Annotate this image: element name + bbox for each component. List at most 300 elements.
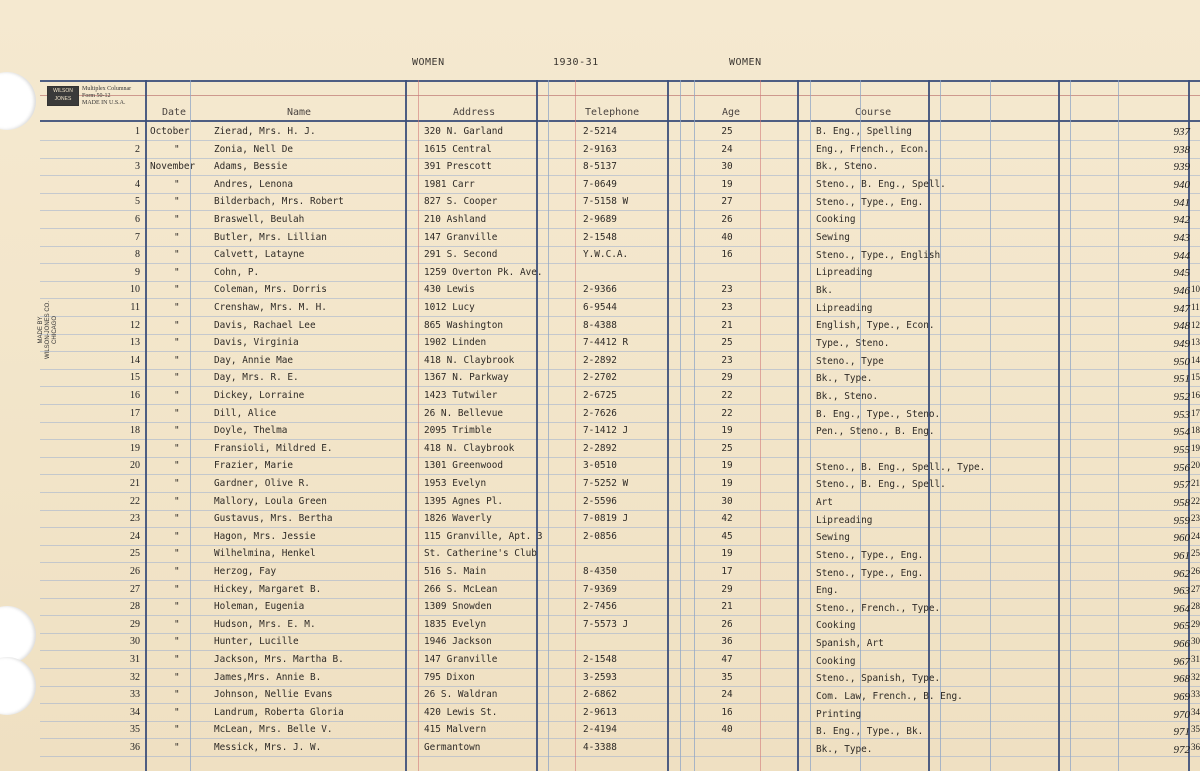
row-date-ditto: " [174,495,180,507]
column-header-telephone: Telephone [585,107,640,118]
row-date-ditto: " [174,671,180,683]
row-address: 415 Malvern [424,724,487,736]
row-course: Steno., B. Eng., Spell. [816,479,946,491]
row-course: Cooking [816,214,856,226]
table-row [0,284,1200,302]
row-margin-number: 12 [1191,319,1200,330]
row-margin-number: 16 [1191,390,1200,400]
row-name: Calvett, Latayne [214,249,305,261]
row-date-ditto: " [174,742,180,753]
row-ref-number: 966 [1173,638,1190,651]
row-margin-number: 11 [1191,302,1200,312]
row-address: 1012 Lucy [424,302,475,313]
row-telephone: 2-2892 [583,442,617,454]
row-margin-number: 22 [1191,495,1200,506]
row-address: St. Catherine's Club [424,548,537,560]
table-row [0,161,1200,179]
row-address: 115 Granville, Apt. 3 [424,530,543,542]
maker-line: WILSON-JONES CO. [45,301,51,360]
brand-logo [47,86,79,106]
row-name: Hunter, Lucille [214,636,299,648]
row-name: Braswell, Beulah [214,214,305,225]
row-ref-number: 964 [1173,602,1190,615]
table-row [0,566,1200,584]
row-ref-number: 970 [1173,708,1190,721]
row-address: 210 Ashland [424,214,487,225]
row-telephone: 2-1548 [583,231,617,243]
column-header-date: Date [162,107,187,118]
row-name: Cohn, P. [214,266,260,278]
row-date-ditto: " [174,214,180,225]
table-row [0,372,1200,390]
row-course: Steno., Type., Eng. [816,567,924,579]
row-number: 22 [130,495,140,507]
row-ref-number: 962 [1173,567,1190,580]
row-course: B. Eng., Type., Bk. [816,726,924,738]
row-name: Hickey, Margaret B. [214,583,322,595]
row-name: Doyle, Thelma [214,425,288,437]
row-course: Eng. [816,585,839,597]
row-number: 6 [135,214,140,225]
row-name: Coleman, Mrs. Dorris [214,284,327,296]
top-rule [40,80,1200,82]
row-number: 10 [130,284,140,296]
row-age: 23 [721,302,733,313]
row-number: 32 [130,671,140,683]
row-ref-number: 953 [1173,408,1190,421]
row-address: 795 Dixon [424,671,475,683]
row-course: Steno., B. Eng., Spell., Type. [816,461,986,473]
row-name: James,Mrs. Annie B. [214,671,322,683]
row-age: 17 [721,566,733,577]
header-left: WOMEN [412,57,445,68]
row-age: 36 [721,636,733,648]
row-number: 2 [135,143,140,155]
row-age: 19 [721,478,733,489]
row-address: 2095 Trimble [424,425,492,437]
row-address: 266 S. McLean [424,583,498,595]
row-telephone: 2-9366 [583,284,617,296]
table-row [0,214,1200,232]
row-number: 12 [130,319,140,331]
row-age: 29 [721,583,733,595]
maker-line: CHICAGO [52,316,58,345]
table-row [0,337,1200,355]
row-margin-number: 24 [1191,530,1200,541]
row-ref-number: 947 [1173,302,1190,315]
row-address: 320 N. Garland [424,126,504,137]
table-row [0,689,1200,707]
row-ref-number: 969 [1173,691,1190,704]
row-ref-number: 971 [1173,726,1190,739]
row-date-ditto: " [174,654,180,665]
row-age: 24 [721,143,733,155]
row-address: 1835 Evelyn [424,618,487,630]
row-course: Type., Steno. [816,337,890,349]
table-row [0,513,1200,531]
row-ref-number: 968 [1173,673,1190,686]
table-row [0,619,1200,637]
row-number: 25 [130,548,140,560]
row-course: Steno., Spanish, Type. [816,673,941,685]
row-date-ditto: " [174,337,180,349]
row-margin-number: 29 [1191,618,1200,629]
row-number: 26 [130,566,140,577]
row-margin-number: 15 [1191,372,1200,383]
table-row [0,126,1200,144]
row-margin-number: 18 [1191,425,1200,436]
table-row [0,355,1200,373]
row-course: Cooking [816,655,856,667]
row-name: Hudson, Mrs. E. M. [214,618,316,630]
row-number: 28 [130,601,140,613]
row-ref-number: 938 [1173,143,1190,156]
row-telephone: 7-5573 J [583,618,629,630]
row-margin-number: 13 [1191,337,1200,348]
row-name: Dickey, Lorraine [214,390,305,401]
table-row [0,144,1200,162]
table-row [0,548,1200,566]
row-name: Andres, Lenona [214,178,294,190]
row-address: 1981 Carr [424,178,475,190]
row-telephone: 2-0856 [583,530,617,542]
row-telephone: 2-2702 [583,372,617,384]
row-ref-number: 958 [1173,496,1190,509]
row-telephone: 8-4350 [583,566,617,577]
row-address: 26 S. Waldran [424,689,498,701]
row-telephone: 2-7626 [583,407,617,419]
row-name: Zonia, Nell De [214,143,294,155]
table-row [0,249,1200,267]
row-age: 24 [721,689,733,701]
row-telephone: 3-0510 [583,460,617,472]
row-telephone: 7-4412 R [583,337,629,349]
row-ref-number: 949 [1173,337,1190,350]
row-age: 42 [721,513,733,525]
row-date-ditto: " [174,196,180,208]
row-margin-number: 25 [1191,548,1200,559]
row-ref-number: 952 [1173,390,1190,403]
row-name: Landrum, Roberta Gloria [214,706,344,718]
row-margin-number: 19 [1191,442,1200,453]
table-row [0,460,1200,478]
row-number: 36 [130,742,140,753]
row-address: 26 N. Bellevue [424,407,504,419]
row-name: Butler, Mrs. Lillian [214,231,327,243]
row-course: Bk., Steno. [816,161,879,173]
row-course: Pen., Steno., B. Eng. [816,426,935,438]
row-telephone: Y.W.C.A. [583,249,629,261]
form-line: MADE IN U.S.A. [82,100,126,106]
row-margin-number: 35 [1191,724,1200,735]
column-header-rule [40,120,1200,122]
row-number: 27 [130,583,140,595]
row-age: 30 [721,495,733,507]
row-name: Jackson, Mrs. Martha B. [214,654,344,665]
form-info [82,86,131,107]
row-age: 19 [721,425,733,437]
row-course: Steno., B. Eng., Spell. [816,178,946,190]
row-number: 13 [130,337,140,349]
row-number: 5 [135,196,140,208]
table-row [0,654,1200,672]
row-ref-number: 937 [1173,126,1190,138]
row-ref-number: 957 [1173,479,1190,492]
table-row [0,267,1200,285]
row-date-ditto: " [174,530,180,542]
column-header-address: Address [453,107,496,118]
row-date-ditto: " [174,548,180,560]
row-date-ditto: " [174,231,180,243]
row-course: B. Eng., Spelling [816,126,912,137]
row-date-ditto: " [174,478,180,489]
row-name: Adams, Bessie [214,161,288,173]
row-address: 1953 Evelyn [424,478,487,489]
row-date-ditto: " [174,372,180,384]
row-ref-number: 945 [1173,267,1190,280]
row-name: Gardner, Olive R. [214,478,310,489]
row-course: Bk., Type. [816,373,873,385]
row-number: 9 [135,266,140,278]
row-age: 19 [721,460,733,472]
row-number: 24 [130,530,140,542]
row-name: Frazier, Marie [214,460,294,472]
row-address: 1259 Overton Pk. Ave. [424,266,543,278]
row-course: Lipreading [816,302,873,314]
row-name: Hagon, Mrs. Jessie [214,530,316,542]
table-row [0,531,1200,549]
row-name: Fransioli, Mildred E. [214,442,333,454]
row-age: 25 [721,337,733,349]
column-header-name: Name [287,107,312,118]
row-date-ditto: " [174,601,180,613]
row-age: 35 [721,671,733,683]
row-date-ditto: " [174,178,180,190]
row-margin-number: 14 [1191,354,1200,365]
row-ref-number: 972 [1173,744,1190,757]
row-telephone: 2-5214 [583,126,617,137]
header-right: WOMEN [729,57,762,68]
header-year: 1930-31 [553,57,599,68]
row-date-ditto: " [174,513,180,525]
row-course: Lipreading [816,267,873,279]
table-row [0,742,1200,760]
row-ref-number: 948 [1173,320,1190,333]
row-date-ditto: " [174,284,180,296]
row-address: 1309 Snowden [424,601,492,613]
row-name: Davis, Rachael Lee [214,319,316,331]
row-number: 31 [130,654,140,665]
row-address: 147 Granville [424,231,498,243]
row-telephone: 4-3388 [583,742,617,753]
table-row [0,179,1200,197]
row-name: Day, Annie Mae [214,354,294,366]
row-telephone: 7-0649 [583,178,617,190]
row-course: Steno., Type., Eng. [816,196,924,208]
row-date-ditto: " [174,266,180,278]
row-number: 34 [130,706,140,718]
row-ref-number: 943 [1173,231,1190,244]
form-line: Form 50-12 [82,93,111,99]
row-name: Messick, Mrs. J. W. [214,742,322,753]
row-age: 19 [721,548,733,560]
row-name: Davis, Virginia [214,337,299,349]
row-telephone: 2-9689 [583,214,617,225]
row-address: 147 Granville [424,654,498,665]
row-course: Steno., Type., English [816,249,941,261]
row-ref-number: 961 [1173,549,1190,562]
row-date-ditto: " [174,442,180,454]
row-address: 865 Washington [424,319,504,331]
row-date-ditto: " [174,354,180,366]
row-name: Holeman, Eugenia [214,601,305,613]
form-line: Multiplex Columnar [82,86,132,92]
row-telephone: 2-9613 [583,706,617,718]
row-telephone: 2-5596 [583,495,617,507]
row-date-ditto: " [174,425,180,437]
row-telephone: 7-5158 W [583,196,629,208]
table-row [0,636,1200,654]
row-margin-number: 36 [1191,742,1200,752]
row-course: Steno., Type., Eng. [816,549,924,561]
row-margin-number: 31 [1191,654,1200,664]
row-name: Crenshaw, Mrs. M. H. [214,302,327,313]
row-ref-number: 960 [1173,532,1190,545]
row-margin-number: 33 [1191,689,1200,700]
row-age: 27 [721,196,733,208]
row-age: 16 [721,249,733,261]
table-row [0,478,1200,496]
row-address: 420 Lewis St. [424,706,498,718]
row-number: 21 [130,478,140,489]
row-number: 7 [135,231,140,243]
row-date-ditto: " [174,566,180,577]
row-number: 35 [130,724,140,736]
row-margin-number: 21 [1191,478,1200,488]
row-age: 25 [721,126,733,137]
row-name: Day, Mrs. R. E. [214,372,299,384]
table-row [0,672,1200,690]
row-address: 1902 Linden [424,337,487,349]
column-header-course: Course [855,107,892,118]
row-number: 8 [135,249,140,261]
table-row [0,390,1200,408]
row-address: 516 S. Main [424,566,487,577]
row-course: Printing [816,708,862,720]
row-date-ditto: " [174,143,180,155]
row-ref-number: 963 [1173,585,1190,598]
row-age: 29 [721,372,733,384]
row-age: 22 [721,390,733,401]
row-telephone: 7-9369 [583,583,617,595]
row-ref-number: 946 [1173,284,1190,297]
row-telephone: 3-2593 [583,671,617,683]
row-course: Com. Law, French., B. Eng. [816,691,963,703]
row-course: Steno., French., Type. [816,602,941,614]
row-address: 291 S. Second [424,249,498,261]
row-age: 19 [721,178,733,190]
row-margin-number: 20 [1191,460,1200,471]
row-course: Sewing [816,231,850,243]
row-ref-number: 967 [1173,655,1190,668]
row-name: Herzog, Fay [214,566,277,577]
row-ref-number: 939 [1173,161,1190,174]
row-name: McLean, Mrs. Belle V. [214,724,333,736]
row-address: 1301 Greenwood [424,460,504,472]
row-ref-number: 959 [1173,514,1190,527]
table-row [0,724,1200,742]
row-course: Eng., French., Econ. [816,143,929,155]
row-margin-number: 32 [1191,671,1200,682]
row-number: 30 [130,636,140,648]
row-ref-number: 942 [1173,214,1190,227]
row-date-ditto: " [174,706,180,718]
row-number: 4 [135,178,140,190]
row-course: Bk. [816,284,833,296]
row-age: 23 [721,354,733,366]
row-address: 1395 Agnes Pl. [424,495,504,507]
row-age: 23 [721,284,733,296]
row-age: 30 [721,161,733,173]
row-address: 827 S. Cooper [424,196,498,208]
row-address: 418 N. Claybrook [424,354,515,366]
table-row [0,496,1200,514]
row-address: 1946 Jackson [424,636,492,648]
row-address: 1423 Tutwiler [424,390,498,401]
row-name: Dill, Alice [214,407,277,419]
row-ref-number: 951 [1173,373,1190,386]
table-row [0,302,1200,320]
row-age: 21 [721,601,733,613]
row-number: 16 [130,390,140,401]
row-course: Sewing [816,532,850,544]
row-number: 33 [130,689,140,701]
row-margin-number: 26 [1191,566,1200,576]
row-number: 18 [130,425,140,437]
row-telephone: 7-1412 J [583,425,629,437]
row-date-ditto: " [174,249,180,261]
row-margin-number: 34 [1191,706,1200,717]
row-address: 1826 Waverly [424,513,492,525]
row-name: Johnson, Nellie Evans [214,689,333,701]
row-ref-number: 955 [1173,443,1190,456]
row-address: 430 Lewis [424,284,475,296]
row-name: Gustavus, Mrs. Bertha [214,513,333,525]
row-margin-number: 27 [1191,583,1200,594]
row-course: Cooking [816,620,856,632]
row-course: Bk., Steno. [816,390,879,402]
row-number: 23 [130,513,140,525]
row-age: 45 [721,530,733,542]
logo-text: WILSON JONES [53,88,73,102]
row-date: November [150,161,196,173]
row-number: 15 [130,372,140,384]
row-date-ditto: " [174,407,180,419]
header-rule [40,95,1200,96]
row-ref-number: 950 [1173,355,1190,368]
row-ref-number: 956 [1173,461,1190,474]
row-date: October [150,126,190,137]
row-age: 26 [721,618,733,630]
row-telephone: 7-0819 J [583,513,629,525]
row-telephone: 6-9544 [583,302,617,313]
table-row [0,196,1200,214]
row-name: Zierad, Mrs. H. J. [214,126,316,137]
row-date-ditto: " [174,319,180,331]
row-address: 418 N. Claybrook [424,442,515,454]
table-row [0,320,1200,338]
row-telephone: 2-7456 [583,601,617,613]
